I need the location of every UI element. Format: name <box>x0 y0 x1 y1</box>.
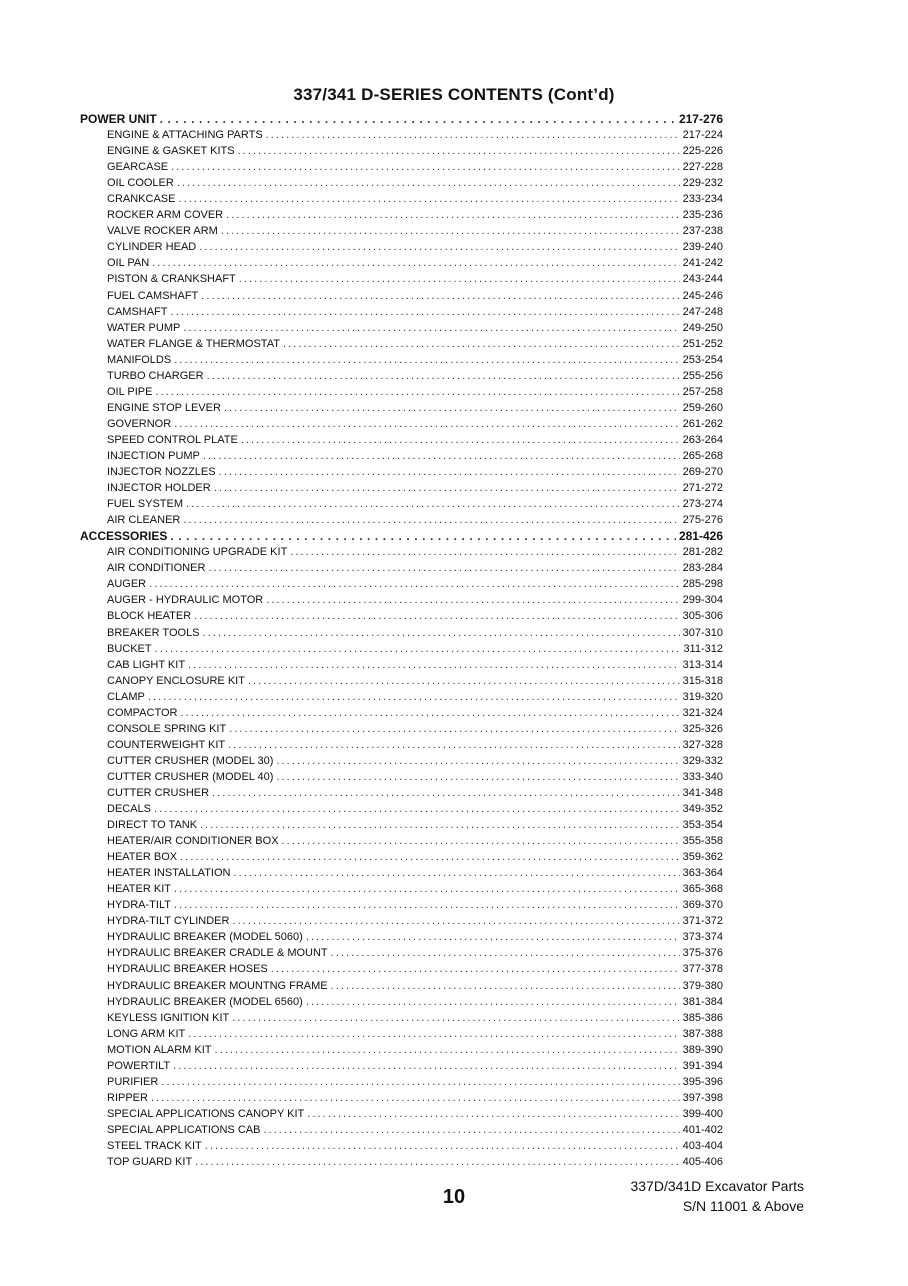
toc-entry-pages: 281-282 <box>682 546 723 559</box>
page-title: 337/341 D-SERIES CONTENTS (Cont’d) <box>293 85 615 104</box>
toc-item-row <box>80 127 723 143</box>
dot-leader <box>266 127 680 143</box>
toc-item-row <box>80 576 723 592</box>
toc-entry-pages: 241-242 <box>682 257 723 270</box>
dot-leader <box>271 961 680 977</box>
dot-leader <box>181 705 680 721</box>
toc-item-row <box>80 592 723 608</box>
toc-entry-pages: 397-398 <box>682 1091 723 1104</box>
toc-item-row <box>80 961 723 977</box>
toc-item-row <box>80 368 723 384</box>
dot-leader <box>331 945 680 961</box>
dot-leader <box>307 1106 679 1122</box>
dot-leader <box>214 480 680 496</box>
toc-entry-pages: 283-284 <box>682 562 723 575</box>
toc-entry-pages: 245-246 <box>682 289 723 302</box>
dot-leader <box>160 111 676 127</box>
dot-leader <box>174 416 679 432</box>
toc-entry-pages: 327-328 <box>682 738 723 751</box>
toc-entry-label: VALVE ROCKER ARM <box>107 225 218 238</box>
toc-item-row <box>80 913 723 929</box>
dot-leader <box>199 239 679 255</box>
dot-leader <box>219 464 680 480</box>
dot-leader <box>178 191 679 207</box>
toc-section-row <box>80 111 723 127</box>
toc-item-row <box>80 994 723 1010</box>
toc-entry-pages: 239-240 <box>682 241 723 254</box>
toc-entry-pages: 251-252 <box>682 337 723 350</box>
toc-entry-label: SPECIAL APPLICATIONS CAB <box>107 1123 261 1136</box>
toc-entry-pages: 333-340 <box>682 770 723 783</box>
dot-leader <box>171 304 680 320</box>
toc-item-row <box>80 833 723 849</box>
toc-item-row <box>80 881 723 897</box>
dot-leader <box>152 255 679 271</box>
toc-entry-pages: 259-260 <box>682 401 723 414</box>
toc-entry-pages: 353-354 <box>682 819 723 832</box>
toc-entry-pages: 229-232 <box>682 177 723 190</box>
toc-entry-pages: 373-374 <box>682 931 723 944</box>
toc-item-row <box>80 1042 723 1058</box>
toc-entry-label: ROCKER ARM COVER <box>107 209 224 222</box>
toc-entry-pages: 261-262 <box>682 417 723 430</box>
toc-entry-label: AIR CONDITIONING UPGRADE KIT <box>107 546 288 559</box>
toc-entry-label: CONSOLE SPRING KIT <box>107 722 227 735</box>
toc-item-row <box>80 705 723 721</box>
dot-leader <box>180 849 680 865</box>
toc-entry-label: AUGER <box>107 578 147 591</box>
dot-leader <box>177 175 680 191</box>
dot-leader <box>276 769 679 785</box>
toc-item-row <box>80 159 723 175</box>
toc-entry-pages: 401-402 <box>682 1123 723 1136</box>
toc-entry-pages: 299-304 <box>682 594 723 607</box>
dot-leader <box>170 528 676 544</box>
toc-entry-label: POWERTILT <box>107 1059 171 1072</box>
toc-entry-label: INJECTOR HOLDER <box>107 482 211 495</box>
toc-entry-label: PISTON & CRANKSHAFT <box>107 273 236 286</box>
toc-entry-pages: 341-348 <box>682 786 723 799</box>
toc-item-row <box>80 416 723 432</box>
dot-leader <box>174 352 679 368</box>
toc-item-row <box>80 271 723 287</box>
dot-leader <box>212 785 680 801</box>
toc-entry-pages: 307-310 <box>682 626 723 639</box>
dot-leader <box>203 625 680 641</box>
toc-entry-label: AIR CLEANER <box>107 514 181 527</box>
dot-leader <box>239 271 680 287</box>
toc-item-row <box>80 223 723 239</box>
toc-item-row <box>80 480 723 496</box>
toc-item-row <box>80 785 723 801</box>
toc-entry-label: ENGINE & ATTACHING PARTS <box>107 129 263 142</box>
toc-item-row <box>80 207 723 223</box>
toc-entry-label: MOTION ALARM KIT <box>107 1043 212 1056</box>
toc-item-row <box>80 753 723 769</box>
toc-entry-label: CUTTER CRUSHER (MODEL 30) <box>107 754 274 767</box>
toc-item-row <box>80 560 723 576</box>
toc-entry-pages: 377-378 <box>682 963 723 976</box>
dot-leader <box>263 1122 679 1138</box>
toc-entry-label: CRANKCASE <box>107 193 176 206</box>
toc-entry-pages: 275-276 <box>682 514 723 527</box>
toc-item-row <box>80 897 723 913</box>
toc-item-row <box>80 1074 723 1090</box>
toc-entry-pages: 391-394 <box>682 1059 723 1072</box>
toc-entry-label: HEATER BOX <box>107 851 178 864</box>
toc-entry-pages: 249-250 <box>682 321 723 334</box>
toc-item-row <box>80 288 723 304</box>
toc-entry-pages: 263-264 <box>682 433 723 446</box>
toc-entry-pages: 233-234 <box>682 193 723 206</box>
toc-item-row <box>80 737 723 753</box>
toc-entry-pages: 305-306 <box>682 610 723 623</box>
toc-entry-label: SPECIAL APPLICATIONS CANOPY KIT <box>107 1107 305 1120</box>
dot-leader <box>183 512 679 528</box>
toc-entry-pages: 375-376 <box>682 947 723 960</box>
dot-leader <box>282 833 680 849</box>
toc-entry-pages: 319-320 <box>682 690 723 703</box>
toc-entry-label: STEEL TRACK KIT <box>107 1140 202 1152</box>
dot-leader <box>173 1058 679 1074</box>
toc-entry-pages: 387-388 <box>682 1027 723 1040</box>
toc-item-row <box>80 384 723 400</box>
toc-entry-pages: 217-276 <box>678 112 723 126</box>
toc-entry-pages: 389-390 <box>682 1043 723 1056</box>
toc-section-row <box>80 528 723 544</box>
toc-entry-pages: 405-406 <box>682 1156 723 1169</box>
toc-entry-pages: 359-362 <box>682 851 723 864</box>
dot-leader <box>203 448 680 464</box>
toc-entry-label: INJECTOR NOZZLES <box>107 466 216 479</box>
toc-entry-label: SPEED CONTROL PLATE <box>107 433 238 446</box>
toc-entry-label: ACCESSORIES <box>80 529 168 544</box>
dot-leader <box>186 496 680 512</box>
toc-item-row <box>80 304 723 320</box>
toc-item-row <box>80 1122 723 1138</box>
dot-leader <box>205 1138 680 1154</box>
toc-entry-label: HEATER KIT <box>107 883 171 896</box>
toc-entry-label: KEYLESS IGNITION KIT <box>107 1011 230 1024</box>
toc-entry-pages: 369-370 <box>682 899 723 912</box>
toc-item-row <box>80 657 723 673</box>
toc-item-row <box>80 400 723 416</box>
toc-item-row <box>80 143 723 159</box>
dot-leader <box>228 737 679 753</box>
toc-entry-label: CAB LIGHT KIT <box>107 658 186 671</box>
toc-entry-label: HYDRAULIC BREAKER MOUNTNG FRAME <box>107 979 328 992</box>
toc-item-row <box>80 801 723 817</box>
dot-leader <box>200 817 680 833</box>
toc-item-row <box>80 769 723 785</box>
toc-entry-pages: 269-270 <box>682 466 723 479</box>
toc-entry-label: HYDRAULIC BREAKER (MODEL 5060) <box>107 931 303 944</box>
toc-entry-label: HYDRAULIC BREAKER CRADLE & MOUNT <box>107 947 328 960</box>
toc-entry-label: CANOPY ENCLOSURE KIT <box>107 674 245 687</box>
toc-entry-label: AUGER - HYDRAULIC MOTOR <box>107 594 264 607</box>
toc-item-row <box>80 849 723 865</box>
toc-item-row <box>80 1154 723 1170</box>
dot-leader <box>276 753 679 769</box>
toc-item-row <box>80 544 723 560</box>
toc-entry-pages: 217-224 <box>682 129 723 142</box>
toc-entry-label: ENGINE & GASKET KITS <box>107 145 235 158</box>
toc-item-row <box>80 512 723 528</box>
toc-entry-label: POWER UNIT <box>80 112 157 126</box>
toc-item-row <box>80 448 723 464</box>
toc-entry-label: MANIFOLDS <box>107 353 172 366</box>
dot-leader <box>241 432 680 448</box>
dot-leader <box>161 1074 679 1090</box>
toc-entry-label: BLOCK HEATER <box>107 610 192 623</box>
toc-entry-pages: 325-326 <box>682 722 723 735</box>
toc-entry-label: CUTTER CRUSHER <box>107 786 210 799</box>
toc-entry-pages: 381-384 <box>682 995 723 1008</box>
toc-item-row <box>80 255 723 271</box>
toc-entry-label: HYDRAULIC BREAKER HOSES <box>107 963 268 976</box>
dot-leader <box>149 576 680 592</box>
toc-entry-pages: 403-404 <box>682 1140 723 1152</box>
toc-item-row <box>80 320 723 336</box>
dot-leader <box>174 897 680 913</box>
toc-entry-label: OIL PAN <box>107 257 150 270</box>
toc-item-row <box>80 464 723 480</box>
toc-entry-pages: 329-332 <box>682 754 723 767</box>
toc-item-row <box>80 608 723 624</box>
dot-leader <box>306 929 680 945</box>
dot-leader <box>233 865 679 881</box>
toc-entry-label: HYDRA-TILT CYLINDER <box>107 915 230 928</box>
toc-entry-pages: 363-364 <box>682 867 723 880</box>
toc-entry-label: COMPACTOR <box>107 706 178 719</box>
dot-leader <box>266 592 679 608</box>
toc-entry-label: DECALS <box>107 803 152 816</box>
toc-entry-pages: 395-396 <box>682 1075 723 1088</box>
toc-entry-pages: 271-272 <box>682 482 723 495</box>
toc-entry-label: CYLINDER HEAD <box>107 241 197 254</box>
toc-entry-label: GEARCASE <box>107 161 169 174</box>
toc-entry-pages: 243-244 <box>682 273 723 286</box>
dot-leader <box>174 881 680 897</box>
dot-leader <box>155 384 679 400</box>
toc-item-row <box>80 978 723 994</box>
toc-entry-label: PURIFIER <box>107 1075 159 1088</box>
toc-entry-pages: 281-426 <box>678 529 723 544</box>
toc-entry-label: WATER FLANGE & THERMOSTAT <box>107 337 280 350</box>
toc-entry-label: RIPPER <box>107 1091 148 1104</box>
toc-item-row <box>80 352 723 368</box>
dot-leader <box>306 994 680 1010</box>
toc-item-row <box>80 336 723 352</box>
dot-leader <box>151 1090 680 1106</box>
toc-entry-pages: 399-400 <box>682 1107 723 1120</box>
toc-item-row <box>80 1138 723 1154</box>
toc-entry-label: BUCKET <box>107 642 152 655</box>
toc-item-row <box>80 689 723 705</box>
toc-item-row <box>80 1058 723 1074</box>
page-number: 10 <box>442 1186 466 1208</box>
toc-entry-label: CLAMP <box>107 690 145 703</box>
toc-entry-pages: 311-312 <box>683 642 723 655</box>
toc-item-row <box>80 929 723 945</box>
toc-entry-label: OIL PIPE <box>107 385 153 398</box>
dot-leader <box>226 207 679 223</box>
toc-item-row <box>80 945 723 961</box>
dot-leader <box>188 1026 679 1042</box>
dot-leader <box>171 159 679 175</box>
toc-item-row <box>80 175 723 191</box>
dot-leader <box>154 801 680 817</box>
dot-leader <box>283 336 680 352</box>
dot-leader <box>224 400 680 416</box>
toc-item-row <box>80 673 723 689</box>
toc-item-row <box>80 1106 723 1122</box>
footer <box>630 1176 804 1216</box>
toc-entry-pages: 273-274 <box>682 498 723 511</box>
toc-entry-pages: 371-372 <box>682 915 723 928</box>
dot-leader <box>232 1010 679 1026</box>
toc-entry-label: CAMSHAFT <box>107 305 168 318</box>
toc-entry-label: BREAKER TOOLS <box>107 626 200 639</box>
toc-entry-label: AIR CONDITIONER <box>107 562 206 575</box>
toc-entry-label: HYDRA-TILT <box>107 899 171 912</box>
toc-item-row <box>80 432 723 448</box>
dot-leader <box>221 223 680 239</box>
dot-leader <box>148 689 680 705</box>
toc-entry-label: FUEL CAMSHAFT <box>107 289 199 302</box>
toc-entry-pages: 365-368 <box>682 883 723 896</box>
table-of-contents <box>80 111 723 1170</box>
toc-entry-label: WATER PUMP <box>107 321 181 334</box>
toc-entry-label: OIL COOLER <box>107 177 174 190</box>
dot-leader <box>194 608 679 624</box>
toc-entry-label: DIRECT TO TANK <box>107 819 198 832</box>
dot-leader <box>195 1154 679 1170</box>
toc-entry-label: HEATER INSTALLATION <box>107 867 231 880</box>
dot-leader <box>155 641 681 657</box>
dot-leader <box>215 1042 680 1058</box>
footer-model: 337D/341D Excavator Parts <box>630 1178 804 1194</box>
toc-entry-label: LONG ARM KIT <box>107 1027 186 1040</box>
toc-entry-pages: 315-318 <box>682 674 723 687</box>
dot-leader <box>290 544 679 560</box>
toc-item-row <box>80 721 723 737</box>
toc-item-row <box>80 1026 723 1042</box>
toc-entry-label: TOP GUARD KIT <box>107 1156 193 1169</box>
toc-entry-label: FUEL SYSTEM <box>107 498 183 511</box>
toc-entry-label: HEATER/AIR CONDITIONER BOX <box>107 835 279 848</box>
toc-entry-pages: 379-380 <box>682 979 723 992</box>
toc-entry-pages: 349-352 <box>682 803 723 816</box>
toc-entry-label: ENGINE STOP LEVER <box>107 401 221 414</box>
dot-leader <box>232 913 679 929</box>
toc-entry-label: CUTTER CRUSHER (MODEL 40) <box>107 770 274 783</box>
toc-entry-pages: 257-258 <box>682 385 723 398</box>
dot-leader <box>331 978 680 994</box>
dot-leader <box>238 143 680 159</box>
toc-entry-pages: 265-268 <box>682 449 723 462</box>
footer-serial: S/N 11001 & Above <box>682 1198 804 1214</box>
dot-leader <box>201 288 679 304</box>
toc-entry-pages: 321-324 <box>682 706 723 719</box>
toc-entry-pages: 355-358 <box>682 835 723 848</box>
toc-entry-label: INJECTION PUMP <box>107 449 200 462</box>
toc-entry-label: COUNTERWEIGHT KIT <box>107 738 226 751</box>
toc-item-row <box>80 641 723 657</box>
dot-leader <box>183 320 679 336</box>
dot-leader <box>248 673 680 689</box>
toc-item-row <box>80 1010 723 1026</box>
toc-entry-pages: 255-256 <box>682 369 723 382</box>
toc-item-row <box>80 1090 723 1106</box>
toc-entry-pages: 385-386 <box>682 1011 723 1024</box>
toc-entry-pages: 285-298 <box>682 578 723 591</box>
dot-leader <box>188 657 680 673</box>
dot-leader <box>229 721 679 737</box>
toc-item-row <box>80 817 723 833</box>
toc-item-row <box>80 496 723 512</box>
toc-entry-pages: 227-228 <box>682 161 723 174</box>
toc-entry-pages: 235-236 <box>682 209 723 222</box>
dot-leader <box>207 368 680 384</box>
toc-entry-label: HYDRAULIC BREAKER (MODEL 6560) <box>107 995 303 1008</box>
toc-item-row <box>80 865 723 881</box>
toc-entry-pages: 237-238 <box>682 225 723 238</box>
toc-item-row <box>80 191 723 207</box>
toc-item-row <box>80 625 723 641</box>
toc-entry-pages: 253-254 <box>682 353 723 366</box>
dot-leader <box>208 560 679 576</box>
toc-entry-pages: 313-314 <box>682 658 723 671</box>
toc-entry-label: GOVERNOR <box>107 417 172 430</box>
toc-entry-pages: 247-248 <box>682 305 723 318</box>
toc-entry-pages: 225-226 <box>682 145 723 158</box>
toc-entry-label: TURBO CHARGER <box>107 369 204 382</box>
toc-item-row <box>80 239 723 255</box>
